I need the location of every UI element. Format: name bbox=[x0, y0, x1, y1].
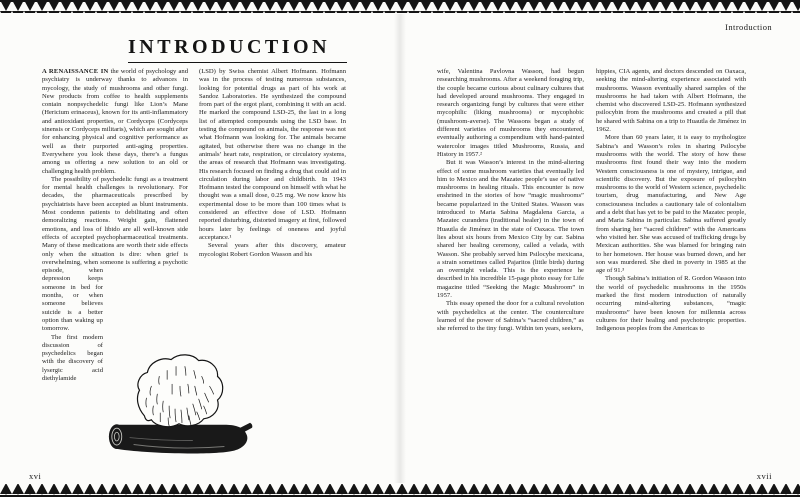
paragraph: (LSD) by Swiss chemist Albert Hofmann. Hofmann was in the process of testing numerous substances, looking for potential drugs as part of his work at Sandoz Laboratories. He synthesized the compound from part of the ergot plant, combining it with an acid. He marked the compound LSD-25, the last in a long list of attempted compounds using the LSD base. In testing the compound on animals, the response was not what Hofmann was looking for. The animals became agitated, but otherwise there was no change in the animals’ heart rate, respiration, or circulatory systems, the areas of research that Hofmann was investigating. His research focused on finding a drug that could aid in circulation during labor and childbirth. In 1943 Hofmann tested the compound on himself with what he thought was a small dose, 0.25 mg. We now know his experimental dose to be more than 100 times what is considered an effective dose of LSD. Hofmann reported disturbing, distorted imagery at first, followed hours later by feelings of oneness and joyful acceptance.¹ bbox=[199, 68, 346, 241]
lions-mane-mushroom-illustration bbox=[100, 346, 258, 466]
paragraph: wife, Valentina Pavlovna Wasson, had begun researching mushrooms. After a weekend foraging trip, the couple became curious about culinary cultures that had developed around mushrooms. They engaged in research organizing fungi by cultures that were either mycophilic (liking mushrooms) or mycophobic (mushroom-averse). The Wassons began a study of different varieties of mushrooms they encountered, eventually authoring a compendium with hand-painted watercolor images titled Mushrooms, Russia, and History in 1957.² bbox=[437, 68, 584, 158]
paragraph bbox=[42, 176, 188, 334]
book-spine bbox=[394, 14, 406, 483]
zigzag-border-bottom-icon bbox=[0, 483, 800, 497]
paragraph-text: the world of psychology and psychiatry is underway thanks to advances in mycology, the study of mushrooms and other fungi. New products from coffee to health supplements contain nonpsychedelic fungi like Lion’s Mane (Hericium erinaceus), known for its anti-inflammatory and antioxidant properties, or Cordyceps (Cordyceps sinensis or Cordyceps militaris), which are sought after for enhancing physical and cognitive performance as well as their purported anti-aging properties. Everywhere you look these days, there’s a fungus among us offering a new solution to an old or challenging health problem. bbox=[42, 68, 188, 175]
paragraph: More than 60 years later, it is easy to mythologize Sabina’s and Wasson’s roles in sharing Psilocybe mushrooms with the world. The story of how these mushrooms first found their way into the modern Western consciousness is one of mystery, intrigue, and scientific discovery. But the exposure of psilocybin mushrooms to the world of Western science, psychedelic tourism, drug manufacturing, and New Age consciousness includes a cautionary tale of colonialism and a debt that has yet to be paid to the Mazatec people, and Maria Sabina in particular. Sabina suffered greatly from sharing her “sacred children” with the Americans who visited her. She was accused of trafficking drugs by Mexican authorities. She was blamed for bringing rain to her hometown. Her house was burned down, and her son was murdered. She died in poverty in 1985 at the age of 91.³ bbox=[596, 134, 746, 275]
paragraph bbox=[42, 68, 188, 176]
paragraph: Several years after this discovery, amateur mycologist Robert Gordon Wasson and his bbox=[199, 242, 346, 258]
paragraph: But it was Wasson’s interest in the mind-altering effect of some mushroom varieties that eventually led him to Mexico and the Mazatec people’s use of native mushrooms in healing rituals. This encounter is now enshrined in the stories of how “magic mushrooms” became popularized in the United States. Wasson was introduced to Maria Sabina Magdalena Garcia, a Mazatec curandera (traditional healer) in the town of Huautla de Jiménez in the state of Oaxaca. The town lies about six hours from Mexico City by car. Sabina shared her healing ceremony, called a velada, with Wasson. She probably served him Psilocybe mexicana, a strain sometimes called Pajaritos (little birds) during an overnight velada. This is the experience he described in his incredible 15-page photo essay for Life magazine titled “Seeking the Magic Mushroom” in 1957. bbox=[437, 159, 584, 300]
paragraph-lead-in: A RENAISSANCE IN bbox=[42, 68, 109, 75]
paragraph: The first modern discussion of psychedelics began with the discovery of lysergic acid diethylamide bbox=[42, 333, 103, 382]
right-page-column-2 bbox=[596, 68, 746, 468]
page-number-left: xvi bbox=[29, 471, 42, 481]
paragraph-text: when depression keeps someone in bed for months, or when someone believes suicide is a better option than waking up tomorrow. bbox=[42, 267, 103, 333]
paragraph: hippies, CIA agents, and doctors descended on Oaxaca, seeking the mind-altering experience associated with mushrooms. Wasson eventually shared samples of the mushrooms he had taken with Albert Hofmann, the chemist who discovered LSD-25. Hofmann synthesized psilocybin from the mushrooms and created a pill that he shared with Sabina on a trip to Huautla de Jiménez in 1962. bbox=[596, 68, 746, 134]
zigzag-border-top-icon bbox=[0, 0, 800, 14]
right-page-column-1 bbox=[437, 68, 584, 468]
page-number-right: xvii bbox=[756, 471, 772, 481]
running-head: Introduction bbox=[725, 22, 772, 32]
page-title: INTRODUCTION bbox=[128, 36, 331, 58]
paragraph: Though Sabina’s initiation of R. Gordon Wasson into the world of psychedelic mushrooms in the 1950s marked the first modern introduction of naturally occurring mind-altering substances, “magic mushrooms” have been known for millennia across cultures for their healing and psychotropic properties. Indigenous peoples from the Americas to bbox=[596, 275, 746, 333]
paragraph: This essay opened the door for a cultural revolution with psychedelics at the center. The counterculture learned of the power of Sabina’s “sacred children,” as she referred to the tiny fungi. Within ten years, seekers, bbox=[437, 300, 584, 333]
paragraph-text: The possibility of psychedelic fungi as a treatment for mental health challenges is revolutionary. For decades, the pharmaceuticals prescribed by psychiatrists have been accepted as blunt instruments. Most condemn patients to debilitating and often demoralizing reactions. Weight gain, flattened emotions, and loss of libido are all well-known side effects of accepted psychopharmaceutical treatments. Many of these medications are worth their side effects only when the situation is dire: when grief is overwhelming, when someone is suffering a psychotic episode, bbox=[42, 175, 188, 275]
title-rule bbox=[128, 62, 347, 63]
